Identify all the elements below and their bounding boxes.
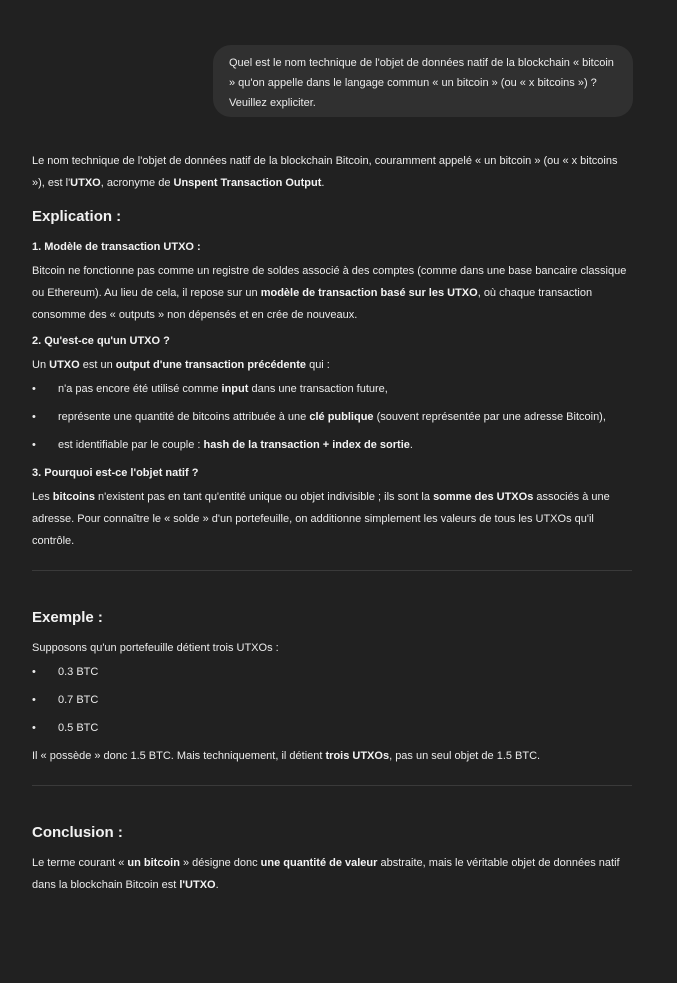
user-message-text: Quel est le nom technique de l'objet de données natif de la blockchain « bitcoin » qu'on appelle dans le langage commun « un bitcoin » (ou « x bitcoins ») ? Veuillez expliciter.	[229, 57, 614, 109]
list-item	[32, 661, 632, 683]
conclusion-paragraph	[32, 852, 632, 896]
item-text: est identifiable par le couple :	[58, 439, 204, 451]
user-message-bubble	[213, 45, 633, 117]
intro-text-2: , acronyme de	[100, 177, 174, 189]
intro-utxo: UTXO	[70, 177, 101, 189]
list-item	[32, 406, 632, 428]
divider	[32, 570, 632, 571]
intro-text-3: .	[321, 177, 325, 189]
list-item	[32, 378, 632, 400]
section-2-paragraph	[32, 354, 632, 376]
bullet-icon: •	[32, 666, 36, 678]
intro-text-1: Le nom technique de l'objet de données natif de la blockchain Bitcoin, couramment appelé « un bitcoin » (ou « x bitcoins »), est l'	[32, 155, 618, 189]
conclusion-heading: Conclusion :	[32, 824, 123, 841]
s2-text-3: qui :	[306, 359, 330, 371]
exemple-outro	[32, 745, 632, 767]
concl-text-2: » désigne donc	[179, 857, 261, 869]
s2-bold-1: UTXO	[49, 359, 80, 371]
s1-text-1: Bitcoin ne fonctionne pas comme un registre de soldes associé à des comptes (comme dans une base bancaire classique ou Ethereum). Au lieu de cela, il repose sur un	[32, 265, 627, 299]
item-text: 0.3 BTC	[58, 666, 99, 678]
bullet-icon: •	[32, 383, 36, 395]
divider	[32, 785, 632, 786]
bullet-icon: •	[32, 694, 36, 706]
intro-acronym-expansion: Unspent Transaction Output	[173, 177, 322, 189]
item-text: représente une quantité de bitcoins attribuée à une	[58, 411, 310, 423]
bullet-icon: •	[32, 411, 36, 423]
item-bold: input	[221, 383, 249, 395]
exemple-intro: Supposons qu'un portefeuille détient trois UTXOs :	[32, 642, 279, 654]
s3-text-3: associés à une adresse. Pour connaître le « solde » d'un portefeuille, on additionne simplement les valeurs de tous les UTXOs qu'il contrôle.	[32, 491, 610, 547]
list-item	[32, 717, 632, 739]
answer-intro	[32, 150, 632, 194]
concl-text-4: .	[215, 879, 219, 891]
s3-bold-1: bitcoins	[52, 491, 95, 503]
concl-text-1: Le terme courant «	[32, 857, 128, 869]
item-text: .	[409, 439, 413, 451]
outro-text-2: , pas un seul objet de 1.5 BTC.	[389, 750, 541, 762]
section-3-paragraph	[32, 486, 632, 552]
exemple-list	[32, 661, 632, 739]
item-text: 0.7 BTC	[58, 694, 99, 706]
outro-bold: trois UTXOs	[325, 750, 390, 762]
assistant-answer	[32, 150, 632, 896]
concl-text-3: abstraite, mais le véritable objet de données natif dans la blockchain Bitcoin est	[32, 857, 620, 891]
item-bold: hash de la transaction + index de sortie	[203, 439, 410, 451]
item-text: 0.5 BTC	[58, 722, 99, 734]
outro-text-1: Il « possède » donc 1.5 BTC. Mais techniquement, il détient	[32, 750, 326, 762]
list-item	[32, 689, 632, 711]
s3-text-1: Les	[32, 491, 53, 503]
explication-heading: Explication :	[32, 208, 122, 225]
s1-text-2: , où chaque transaction consomme des « outputs » non dépensés et en crée de nouveaux.	[32, 287, 593, 321]
s2-text-2: est un	[79, 359, 116, 371]
s2-text-1: Un	[32, 359, 50, 371]
item-text: n'a pas encore été utilisé comme	[58, 383, 222, 395]
concl-bold-1: un bitcoin	[127, 857, 180, 869]
section-3-title: 3. Pourquoi est-ce l'objet natif ?	[32, 467, 199, 479]
section-2-list	[32, 378, 632, 456]
s1-bold: modèle de transaction basé sur les UTXO	[260, 287, 478, 299]
section-2-title: 2. Qu'est-ce qu'un UTXO ?	[32, 335, 170, 347]
s3-bold-2: somme des UTXOs	[433, 491, 534, 503]
exemple-heading: Exemple :	[32, 609, 103, 626]
s3-text-2: n'existent pas en tant qu'entité unique ou objet indivisible ; ils sont la	[94, 491, 434, 503]
item-text: (souvent représentée par une adresse Bitcoin),	[373, 411, 606, 423]
section-1-title: 1. Modèle de transaction UTXO :	[32, 241, 201, 253]
item-text: dans une transaction future,	[248, 383, 388, 395]
concl-bold-2: une quantité de valeur	[260, 857, 378, 869]
section-1-paragraph	[32, 260, 632, 326]
s2-bold-2: output d'une transaction précédente	[115, 359, 307, 371]
bullet-icon: •	[32, 722, 36, 734]
item-bold: clé publique	[309, 411, 374, 423]
bullet-icon: •	[32, 439, 36, 451]
concl-bold-3: l'UTXO	[179, 879, 216, 891]
list-item	[32, 434, 632, 456]
